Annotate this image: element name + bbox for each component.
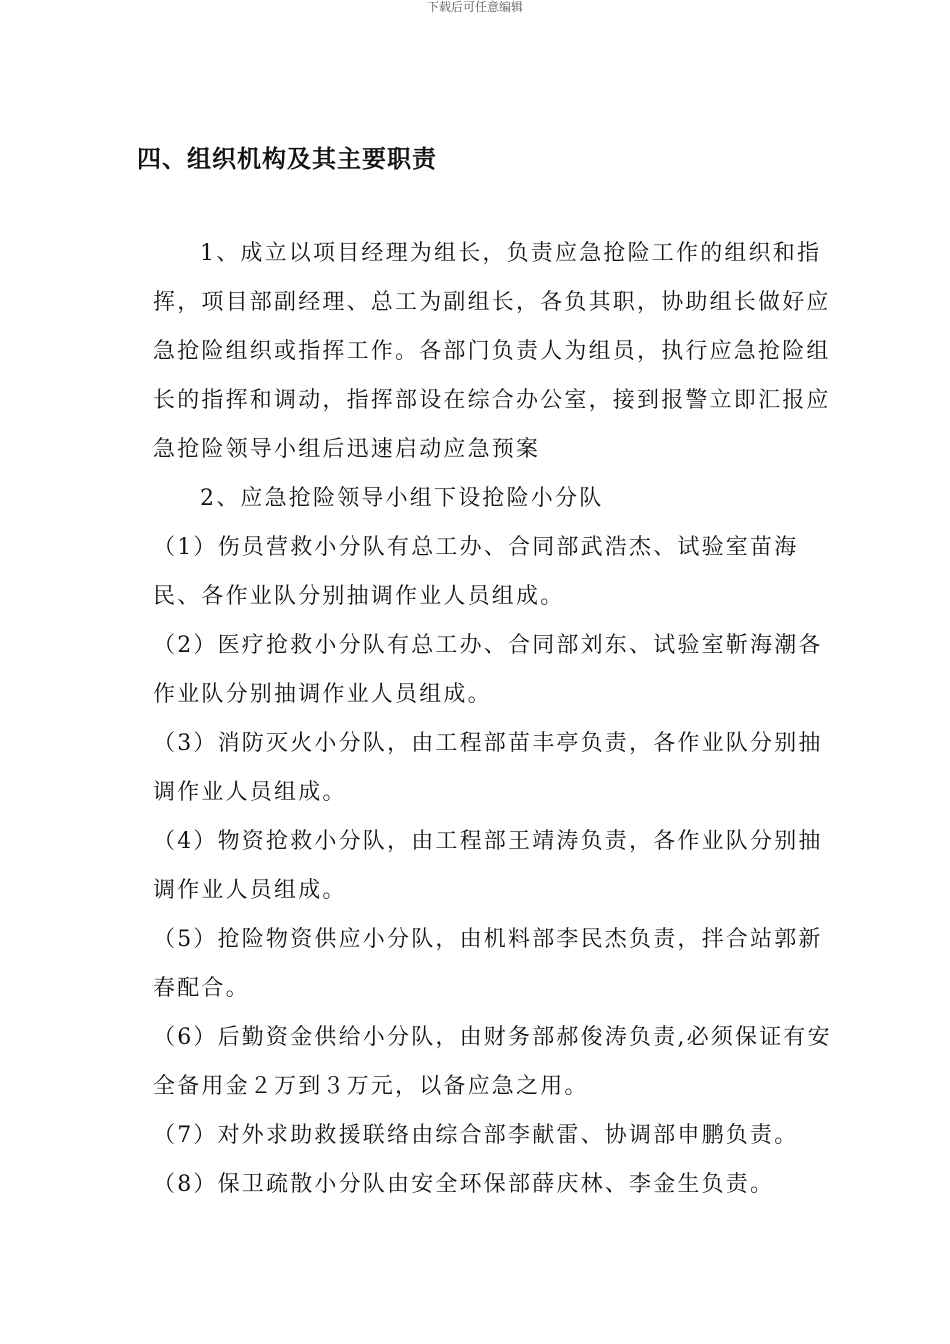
list-item: （5）抢险物资供应小分队，由机料部李民杰负责，拌合站郭新春配合。 (153, 927, 823, 1001)
page-header-note: 下载后可任意编辑 (426, 0, 523, 14)
list-item: （8）保卫疏散小分队由安全环保部薛庆林、李金生负责。 (153, 1172, 775, 1197)
list-item: （1）伤员营救小分队有总工办、合同部武浩杰、试验室苗海民、各作业队分别抽调作业人员组成。 (153, 535, 799, 609)
list-item: （4）物资抢救小分队，由工程部王靖涛负责，各作业队分别抽调作业人员组成。 (153, 829, 823, 903)
document-body (153, 229, 836, 1209)
paragraph-1: 1、成立以项目经理为组长，负责应急抢险工作的组织和指挥，项目部副经理、总工为副组长，各负其职，协助组长做好应急抢险组织或指挥工作。各部门负责人为组员，执行应急抢险组长的指挥和调动，指挥部设在综合办公室，接到报警立即汇报应急抢险领导小组后迅速启动应急预案 (153, 241, 831, 462)
list-item: （2）医疗抢救小分队有总工办、合同部刘东、试验室靳海潮各作业队分别抽调作业人员组成。 (153, 633, 823, 707)
list-item: （7）对外求助救援联络由综合部李献雷、协调部申鹏负责。 (153, 1123, 799, 1148)
list-item: （6）后勤资金供给小分队，由财务部郝俊涛负责,必须保证有安全备用金２万到３万元，以备应急之用。 (153, 1025, 832, 1099)
paragraph-2: 2、应急抢险领导小组下设抢险小分队 (200, 486, 604, 511)
section-title: 四、组织机构及其主要职责 (137, 145, 437, 173)
list-item: （3）消防灭火小分队，由工程部苗丰亭负责，各作业队分别抽调作业人员组成。 (153, 731, 823, 805)
